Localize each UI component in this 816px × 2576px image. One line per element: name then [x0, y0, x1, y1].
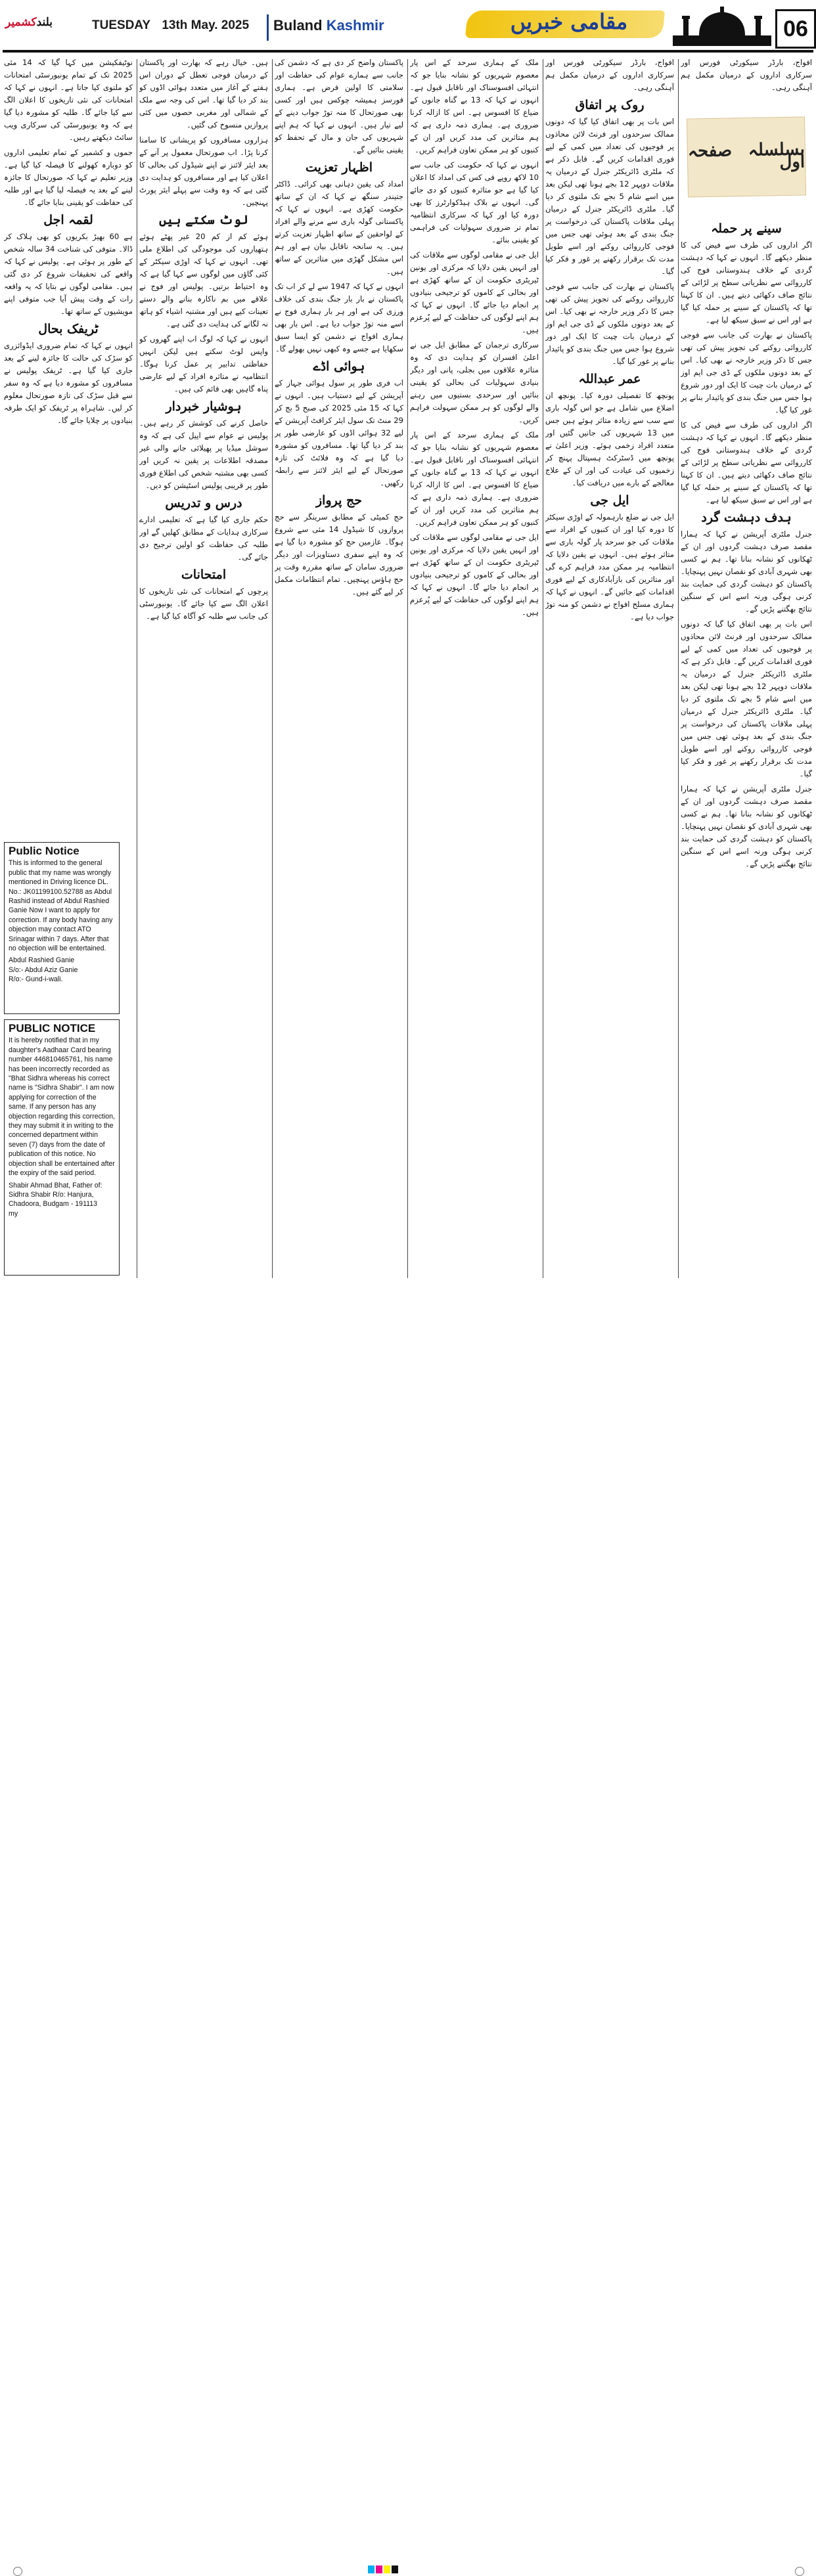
magenta-swatch — [376, 2565, 382, 2573]
column-separator — [272, 59, 273, 1278]
col1-lead-more: اگر اداروں کی طرف سے فیض کی کا منظر دیکھے گا۔ انہوں نے کہا کہ دہشت گردی کے خلاف ہندوستانی فوج کی کارروائی سے نظریاتی سطح پر لڑائی کے نتائج صاف دکھائی دیتے ہیں۔ ان کا کہنا تھا کہ پاکستان کے سینے پر حملہ کیا گیا ہے اور اس نے سبق سیکھ لیا ہے۔ — [681, 420, 812, 504]
brand-part1: Buland — [273, 17, 323, 33]
col4-heading-3: حج پرواز — [315, 493, 363, 508]
column-2 — [545, 56, 674, 1281]
col4-p1: پاکستان واضح کر دی ہے کہ دشمن کی جانب سے ہمارے عوام کی حفاظت اور سلامتی کا اولین فرض ہے۔ ہماری فورسز ہمیشہ چوکس ہیں اور کسی بھی صورتحال کا منہ توڑ جواب دینے کے لیے تیار ہیں۔ انہوں نے کہا کہ ہم اپنے شہریوں کی جان و مال کے تحفظ کو یقینی بنائیں گے۔ — [275, 58, 403, 154]
col3-p1: ملک کے ہماری سرحد کے اس پار معصوم شہریوں کو نشانہ بنایا جو کہ انتہائی افسوسناک اور ناقابل قبول ہے۔ انہوں نے کہا کہ 13 بے گناہ جانوں کے ضیاع کا افسوس ہے۔ اس کا ازالہ کرنا ضروری ہے۔ ہماری ذمہ داری ہے کہ ہم متاثرین کی مدد کریں اور ان کے کنبوں کو ہر ممکن تعاون فراہم کریں۔ — [410, 58, 539, 154]
col4-p3: انہوں نے کہا کہ 1947 سے لے کر اب تک پاکستان نے بار بار جنگ بندی کی خلاف ورزی کی ہے اور ہر بار ہماری فوج نے اسے منہ توڑ جواب دیا ہے۔ اس بار بھی ہماری افواج نے دشمن کو ایسا سبق سکھایا ہے جسے وہ کبھی نہیں بھولے گا۔ — [275, 282, 403, 353]
col4-heading-2: ہوائی اڈے — [313, 359, 365, 374]
col5-p6: حکم جاری کیا گیا ہے کہ تعلیمی ادارے سرکاری ہدایات کے مطابق کھلیں گے اور طلبہ کی حفاظت کو اولین ترجیح دی جائے گی۔ — [139, 515, 268, 562]
col2-intro: افواج، بارڈر سیکورٹی فورس اور سرکاری اداروں کے درمیان مکمل ہم آہنگی رہی۔ — [545, 58, 674, 92]
column-5 — [139, 56, 268, 1281]
col5-p3: ہوئے کم از کم 20 غیر پھٹے ہوئے ہتھیاروں کی موجودگی کی اطلاع ملی تھی۔ انہوں نے کہا کہ اوڑی سیکٹر کے کئی گاؤں میں لوگوں سے کہا گیا ہے کہ وہ احتیاط برتیں۔ پولیس اور فوج نے علاقے میں بم ناکارہ بنانے والے دستے تعینات کیے ہیں اور مشتبہ اشیاء کو ہاتھ نہ لگانے کی ہدایت دی گئی ہے۔ — [139, 232, 268, 328]
print-registration-strip — [0, 1282, 816, 1295]
col2-p5: ایل جی نے ضلع بارہمولہ کے اوڑی سیکٹر کا دورہ کیا اور ان کنبوں کے افراد سے ملاقات کی جو سرحد پار گولہ باری سے متاثر ہوئے ہیں۔ انہوں نے یقین دلایا کہ انتظامیہ ہر ممکن مدد فراہم کرے گی اور متاثرین کی بازآبادکاری کے لیے فوری اقدامات کیے جائیں گے۔ انہوں نے کہا کہ ہماری مسلح افواج نے دشمن کو منہ توڑ جواب دیا ہے۔ — [545, 512, 674, 621]
col1-heading: سینے پر حملہ — [711, 221, 782, 236]
col6-p3: ہے 60 بھیڑ بکریوں کو بھی ہلاک کر ڈالا۔ متوفی کی شناخت 34 سالہ شخص کے طور پر ہوئی ہے۔ پولیس نے کہا کہ واقعے کی تحقیقات شروع کر دی گئی ہیں۔ مقامی لوگوں نے بتایا کہ یہ واقعہ رات کے وقت پیش آیا جب متوفی اپنے مویشیوں کے ساتھ تھا۔ — [4, 232, 133, 316]
col3-p3: ایل جی نے مقامی لوگوں سے ملاقات کی اور انہیں یقین دلایا کہ مرکزی اور یونین ٹیریٹری حکومت ان کے ساتھ کھڑی ہے اور بحالی کے کاموں کو ترجیحی بنیادوں پر انجام دیا جائے گا۔ انہوں نے کہا کہ ہم اپنے لوگوں کی حفاظت کے لیے پُرعزم ہیں۔ — [410, 250, 539, 334]
col2-p4: پونچھ کا تفصیلی دورہ کیا۔ پونچھ ان اضلاع میں شامل ہے جو اس گولہ باری سے سب سے زیادہ متاثر ہوئے ہیں جس میں 13 شہریوں کی جانیں گئیں اور متعدد افراد زخمی ہوئے۔ وزیر اعلیٰ نے پونچھ میں ڈسٹرکٹ ہسپتال پہنچ کر زخمیوں کی عیادت کی اور ان کے علاج معالجے کے بارے میں دریافت کیا۔ — [545, 391, 674, 487]
notice-2-title: PUBLIC NOTICE — [9, 1022, 96, 1034]
notice-1-sign3: R/o:- Gund-i-wali. — [9, 975, 63, 984]
section-title: مقامی خبریں — [510, 9, 628, 34]
column-6 — [4, 56, 133, 835]
col5-p1: ہیں۔ خیال رہے کہ بھارت اور پاکستان کے درمیان فوجی تعطل کے دوران اس ہفتے کے آغاز میں متعدد ہوائی اڈوں کو بند کر دیا گیا تھا۔ اس کی وجہ سے ملک کے شمالی اور مغربی حصوں میں کئی پروازیں منسوخ کی گئیں۔ — [139, 58, 268, 129]
col1-heading2: ہدف دہشت گرد — [701, 510, 792, 525]
column-separator — [407, 59, 408, 1278]
col6-heading-1: لقمہ اجل — [43, 213, 93, 227]
masthead-rule — [3, 50, 813, 53]
col2-heading-1: روک پر اتفاق — [575, 98, 645, 112]
col5-p7: پرچوں کے امتحانات کی نئی تاریخوں کا اعلان الگ سے کیا جائے گا۔ یونیورسٹی کی جانب سے طلبہ کو آگاہ کیا گیا ہے۔ — [139, 587, 268, 621]
col4-p4: اب فری طور پر سول ہوائی جہاز کے آپریشن کے لیے دستیاب ہیں۔ انہوں نے کہا کہ 15 مئی 2025 کی صبح 5 بج کر 29 منٹ تک سول ایئر کرافٹ آپریشن کے لیے 32 ہوائی اڈوں کو عارضی طور پر بند کر دیا گیا تھا۔ مسافروں کو مشورہ دیا گیا ہے کہ وہ فلائٹ کی تازہ صورتحال کے لیے ایئر لائنز سے رابطہ رکھیں۔ — [275, 378, 403, 487]
col6-heading-2: ٹریفک بحال — [38, 322, 99, 336]
notice-2-body: It is hereby notified that in my daughter's Aadhaar Card bearing number 446810465761, his name has been incorrectly recorded as "Bhat Sidhra whereas his correct name is "Sidhra Shabir". I am now applying for correction of the same. If any person has any objection regarding this correction, they may submit it in writing to the concerned department within seven (7) days from the date of publication of this notice. No objection shall be entertained after the expiry of the said period. — [9, 1036, 115, 1178]
notice-1-title: Public Notice — [9, 845, 79, 857]
column-4 — [275, 56, 403, 1281]
registration-mark-icon — [795, 2567, 804, 2576]
registration-mark-icon — [13, 2567, 22, 2576]
public-notice-1 — [4, 842, 120, 1014]
page-number: 06 — [775, 9, 816, 49]
col1-lead: اگر اداروں کی طرف سے فیض کی کا منظر دیکھے گا۔ انہوں نے کہا کہ دہشت گردی کے خلاف ہندوستانی فوج کی کارروائی سے نظریاتی سطح پر لڑائی کے نتائج صاف دکھائی دیتے ہیں۔ ان کا کہنا تھا کہ پاکستان کے سینے پر حملہ کیا گیا ہے اور اس نے سبق سیکھ لیا ہے۔ — [681, 240, 812, 324]
col2-p3: پاکستان نے بھارت کی جانب سے فوجی کارروائی روکنے کی تجویز پیش کی تھی جس کا ذکر وزیر خارجہ نے بھی کیا۔ اس کے بعد دونوں ملکوں کے ڈی جی ایم اوز کے درمیان بات چیت کا ایک اور دور شروع ہوا جس میں جنگ بندی کو پائیدار بنانے پر غور کیا گیا۔ — [545, 282, 674, 366]
col5-p5: حاصل کرنے کی کوشش کر رہے ہیں۔ پولیس نے عوام سے اپیل کی ہے کہ وہ سوشل میڈیا پر پھیلائی جانے والی غیر مصدقہ اطلاعات پر یقین نہ کریں اور کسی بھی مشتبہ شخص کی اطلاع فوری طور پر قریبی پولیس اسٹیشن کو دیں۔ — [139, 418, 268, 490]
col1-lead2-more: اس بات پر بھی اتفاق کیا گیا کہ دونوں ممالک سرحدوں اور فرنٹ لائن محاذوں پر فوجیوں کی تعداد میں کمی کے لیے فوری اقدامات کریں گے۔ قابل ذکر ہے کہ ملٹری ڈائریکٹر جنرل کے درمیان یہ ملاقات دوپہر 12 بجے ہونا تھی لیکن بعد میں اسے شام 5 بجے تک ملتوی کر دیا گیا۔ ملٹری ڈائریکٹر جنرل کے درمیان پہلی ملاقات پاکستان کی درخواست پر جنگ بندی کے بعد ہوئی تھی جس میں فوجی کارروائی روکنے اور اسے طویل مدت تک برقرار رکھنے پر غور و فکر کیا گیا۔ — [681, 619, 812, 778]
col5-heading-2: ہوشیار خبردار — [166, 399, 242, 414]
newspaper-mini-logo — [5, 16, 53, 29]
col6-p2: جموں و کشمیر کے تمام تعلیمی اداروں کو دوبارہ کھولنے کا فیصلہ کیا گیا ہے۔ وزیر تعلیم نے کہا کہ صورتحال کا جائزہ لینے کے بعد یہ فیصلہ لیا گیا ہے اور طلبہ کی حفاظت کو یقینی بنایا جائے گا۔ — [4, 148, 133, 207]
notice-1-sign1: Abdul Rashied Ganie — [9, 956, 75, 965]
col2-heading-2: عمر عبداللہ — [578, 372, 641, 386]
col5-p2: ہزاروں مسافروں کو پریشانی کا سامنا کرنا پڑا۔ اب صورتحال معمول پر آنے کے بعد ایئر لائنز نے اپنے شیڈول کی بحالی کا اعلان کیا ہے اور مسافروں کو ہدایت دی گئی ہے کہ وہ وقت سے پہلے ایئر پورٹ پہنچیں۔ — [139, 135, 268, 207]
brand-name — [273, 17, 384, 34]
public-notice-2 — [4, 1019, 120, 1276]
col5-heading-3: درس و تدریس — [165, 496, 242, 510]
yellow-swatch — [384, 2565, 390, 2573]
news-columns — [0, 56, 816, 1281]
col1-lead2-extra: جنرل ملٹری آپریشن نے کہا کہ ہمارا مقصد صرف دہشت گردوں اور ان کے ٹھکانوں کو نشانہ بنانا تھا۔ ہم نے کسی بھی شہری آبادی کو نقصان نہیں پہنچایا۔ پاکستان کو دہشت گردی کی حمایت بند کرنی ہوگی ورنہ اسے اس کے سنگین نتائج بھگتنے پڑیں گے۔ — [681, 784, 812, 868]
col5-p4: انہوں نے کہا کہ لوگ اب اپنے گھروں کو واپس لوٹ سکتے ہیں لیکن انہیں حفاظتی تدابیر پر عمل کرنا ہوگا۔ انتظامیہ نے متاثرہ افراد کے لیے عارضی پناہ گاہیں بھی قائم کی ہیں۔ — [139, 334, 268, 393]
mini-logo-part2: کشمیر — [5, 16, 37, 29]
notice-1-body: This is informed to the general public that my name was wrongly mentioned in Driving licence DL. No.: JK01199100.52788 as Abdul Rashid instead of Abdul Rashied Ganie Now I want to apply for correction. If any body having any objection may contact ATO Srinagar within 7 days. After that no objection will be entertained. — [9, 859, 113, 953]
col5-heading-1: لوٹ سکتے ہیں — [159, 213, 248, 227]
col3-p2: انہوں نے کہا کہ حکومت کی جانب سے 10 لاکھ روپے فی کس کی امداد کا اعلان کیا گیا ہے جو متاثرہ کنبوں کو دی جائے گی۔ انہوں نے بلاک ہیڈکوارٹرز کا بھی دورہ کیا اور کہا کہ سرکاری انتظامیہ تمام تر ضروری سہولیات کی فراہمی کو یقینی بنائے۔ — [410, 160, 539, 244]
col6-p1: نوٹیفکیشن میں کہا گیا کہ 14 مئی 2025 تک کے تمام یونیورسٹی امتحانات کو ملتوی کیا جاتا ہے۔ انہوں نے کہا کہ امتحانات کی نئی تاریخوں کا اعلان الگ سے کیا جائے گا۔ طلبہ کو مشورہ دیا گیا ہے کہ وہ یونیورسٹی کی سرکاری ویب سائٹ دیکھتے رہیں۔ — [4, 58, 133, 142]
col4-p5: حج کمیٹی کے مطابق سرینگر سے حج پروازوں کا شیڈول 14 مئی سے شروع ہوگا۔ عازمین حج کو مشورہ دیا گیا ہے کہ وہ اپنے سفری دستاویزات اور دیگر ضروری سامان کے ساتھ مقررہ وقت پر حج ہاؤس پہنچیں۔ تمام انتظامات مکمل کر لیے گئے ہیں۔ — [275, 512, 403, 596]
cyan-swatch — [368, 2565, 374, 2573]
col1-lead2: جنرل ملٹری آپریشن نے کہا کہ ہمارا مقصد صرف دہشت گردوں اور ان کے ٹھکانوں کو نشانہ بنانا تھا۔ ہم نے کسی بھی شہری آبادی کو نقصان نہیں پہنچایا۔ پاکستان کو دہشت گردی کی حمایت بند کرنی ہوگی ورنہ اسے اس کے سنگین نتائج بھگتنے پڑیں گے۔ — [681, 529, 812, 613]
col4-heading-1: اظہار تعزیت — [306, 160, 373, 175]
column-1 — [681, 56, 812, 1281]
masthead — [0, 0, 816, 56]
brand-part2: Kashmir — [326, 17, 384, 33]
section-banner — [464, 4, 775, 47]
col4-p2: امداد کی یقین دہانی بھی کرائی۔ ڈاکٹر جتیندر سنگھ نے کہا کہ ان کے ساتھ حکومت کھڑی ہے۔ انہوں نے کہا کہ پاکستانی گولہ باری سے مرنے والے افراد کے لواحقین کے ساتھ اظہار تعزیت کرتے ہیں۔ یہ سانحہ ناقابل بیان ہے اور ہم اس مشکل گھڑی میں متاثرین کے ساتھ ہیں۔ — [275, 179, 403, 276]
notice-2-sign2: my — [9, 1209, 18, 1218]
black-swatch — [392, 2565, 398, 2573]
col1-lead-repeat: پاکستان نے بھارت کی جانب سے فوجی کارروائی روکنے کی تجویز پیش کی تھی جس کا ذکر وزیر خارجہ نے بھی کیا۔ اس کے بعد دونوں ملکوں کے ڈی جی ایم اوز کے درمیان بات چیت کا ایک اور دور شروع ہوا جس میں جنگ بندی کو پائیدار بنانے پر غور کیا گیا۔ — [681, 330, 812, 414]
issue-date-text: 13th May. 2025 — [162, 18, 250, 32]
masthead-separator — [267, 14, 269, 41]
notice-2-sign1: Shabir Ahmad Bhat, Father of: Sidhra Shabir R/o: Hanjura, Chadoora, Budgam - 191113 — [9, 1181, 102, 1209]
col6-p4: انہوں نے کہا کہ تمام ضروری ایڈوائزری کو سڑک کی حالت کا جائزہ لینے کے بعد جاری کیا گیا ہے۔ ٹریفک پولیس نے مسافروں کو مشورہ دیا ہے کہ وہ سفر سے قبل سڑک کی تازہ صورتحال معلوم کر لیں۔ شاہراہ پر ٹریفک کو ایک طرفہ بنیادوں پر چلایا جائے گا۔ — [4, 341, 133, 425]
col5-heading-4: امتحانات — [181, 567, 227, 582]
mini-logo-part1: بلند — [36, 16, 53, 29]
notice-1-sign2: S/o:- Abdul Aziz Ganie — [9, 966, 78, 974]
issue-date — [92, 18, 257, 33]
bismillah-text: بسلسلہ صفحہ اول — [687, 139, 805, 173]
bismillah-box — [687, 116, 806, 197]
column-3 — [410, 56, 539, 1281]
issue-day: TUESDAY — [92, 18, 151, 32]
col3-p4: سرکاری ترجمان کے مطابق ایل جی نے اعلیٰ افسران کو ہدایت دی کہ وہ متاثرہ علاقوں میں بجلی، پانی اور دیگر بنیادی سہولیات کی بحالی کو یقینی بنائیں اور سرحدی بستیوں میں رہنے والے لوگوں کو ہر ممکن سہولت فراہم کریں۔ — [410, 340, 539, 424]
column-separator — [678, 59, 679, 1278]
col1-p1: افواج، بارڈر سیکورٹی فورس اور سرکاری اداروں کے درمیان مکمل ہم آہنگی رہی۔ — [681, 58, 812, 92]
col3-p6: ایل جی نے مقامی لوگوں سے ملاقات کی اور انہیں یقین دلایا کہ مرکزی اور یونین ٹیریٹری حکومت ان کے ساتھ کھڑی ہے اور بحالی کے کاموں کو ترجیحی بنیادوں پر انجام دیا جائے گا۔ انہوں نے کہا کہ ہم اپنے لوگوں کی حفاظت کے لیے پُرعزم ہیں۔ — [410, 533, 539, 617]
col2-heading-3: ایل جی — [590, 493, 629, 508]
col2-p2: اس بات پر بھی اتفاق کیا گیا کہ دونوں ممالک سرحدوں اور فرنٹ لائن محاذوں پر فوجیوں کی تعداد میں کمی کے لیے فوری اقدامات کریں گے۔ قابل ذکر ہے کہ ملٹری ڈائریکٹر جنرل کے درمیان یہ ملاقات دوپہر 12 بجے ہونا تھی لیکن بعد میں اسے شام 5 بجے تک ملتوی کر دیا گیا۔ ملٹری ڈائریکٹر جنرل کے درمیان پہلی ملاقات پاکستان کی درخواست پر جنگ بندی کے بعد ہوئی تھی جس میں فوجی کارروائی روکنے اور اسے طویل مدت تک برقرار رکھنے پر غور و فکر کیا گیا۔ — [545, 117, 674, 276]
col3-p5: ملک کے ہماری سرحد کے اس پار معصوم شہریوں کو نشانہ بنایا جو کہ انتہائی افسوسناک اور ناقابل قبول ہے۔ انہوں نے کہا کہ 13 بے گناہ جانوں کے ضیاع کا افسوس ہے۔ اس کا ازالہ کرنا ضروری ہے۔ ہماری ذمہ داری ہے کہ ہم متاثرین کی مدد کریں اور ان کے کنبوں کو ہر ممکن تعاون فراہم کریں۔ — [410, 430, 539, 527]
mosque-skyline-icon — [673, 7, 771, 49]
